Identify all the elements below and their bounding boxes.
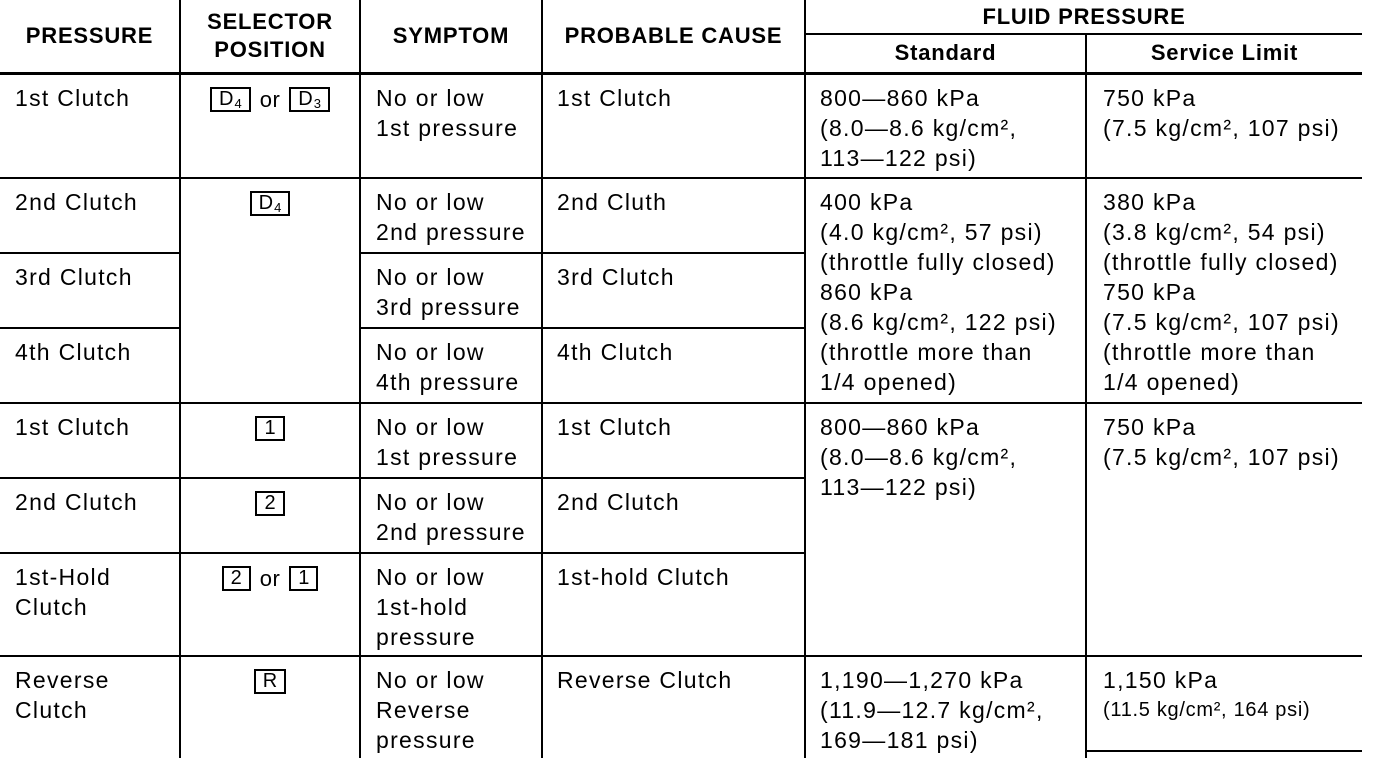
selector-key-d4 xyxy=(250,191,291,216)
standard-line: 860 kPa xyxy=(820,279,914,305)
table-row xyxy=(0,656,1362,758)
service-limit-line: 380 kPa xyxy=(1103,189,1197,215)
selector-key-1 xyxy=(255,416,284,441)
probable-cause-label: 4th Clutch xyxy=(557,339,674,365)
header-selector-position xyxy=(180,0,360,73)
probable-cause-cell xyxy=(542,328,805,403)
pressure-cell xyxy=(0,403,180,478)
standard-line: (4.0 kg/cm², 57 psi) xyxy=(820,219,1043,245)
service-limit-cell xyxy=(1086,178,1362,403)
symptom-line: No or low xyxy=(376,264,485,290)
pressure-label: Clutch xyxy=(15,594,88,620)
probable-cause-label: 2nd Clutch xyxy=(557,489,680,515)
probable-cause-cell xyxy=(542,656,805,758)
service-limit-line: 1/4 opened) xyxy=(1103,369,1241,395)
pressure-label: 1st Clutch xyxy=(15,84,131,111)
header-position-label: POSITION xyxy=(214,36,326,62)
key-letter: R xyxy=(262,670,278,693)
service-limit-cell xyxy=(1086,656,1362,758)
standard-line: 113—122 psi) xyxy=(820,474,978,500)
symptom-line: 1st-hold xyxy=(376,594,469,620)
standard-line: (11.9—12.7 kg/cm², xyxy=(820,697,1044,723)
selector-or: or xyxy=(259,566,281,592)
pressure-label: 1st-Hold xyxy=(15,564,112,590)
symptom-line: No or low xyxy=(376,189,485,215)
header-standard xyxy=(805,34,1086,73)
symptom-line: No or low xyxy=(376,84,485,111)
header-pressure xyxy=(0,0,180,73)
standard-line: 1/4 opened) xyxy=(820,369,958,395)
header-pressure-label: PRESSURE xyxy=(25,22,154,48)
standard-line: (8.0—8.6 kg/cm², xyxy=(820,444,1018,470)
key-subscript: 4 xyxy=(274,200,282,216)
service-limit-line: (3.8 kg/cm², 54 psi) xyxy=(1103,219,1326,245)
standard-line: 400 kPa xyxy=(820,189,914,215)
selector-key-1 xyxy=(289,566,318,591)
symptom-cell xyxy=(360,73,542,178)
symptom-line: 4th pressure xyxy=(376,369,520,395)
symptom-line: No or low xyxy=(376,339,485,365)
table-row xyxy=(0,403,1362,478)
standard-line: 800—860 kPa xyxy=(820,414,981,440)
key-letter: 2 xyxy=(230,567,242,590)
header-standard-label: Standard xyxy=(894,40,997,66)
bottom-rule xyxy=(1086,750,1362,752)
pressure-label: Clutch xyxy=(15,697,88,723)
key-letter: D xyxy=(298,87,313,110)
pressure-cell xyxy=(0,253,180,328)
probable-cause-label: 3rd Clutch xyxy=(557,264,675,290)
service-limit-line: (7.5 kg/cm², 107 psi) xyxy=(1103,309,1340,335)
standard-line: (throttle fully closed) xyxy=(820,249,1056,275)
standard-pressure-cell xyxy=(805,656,1086,758)
probable-cause-cell xyxy=(542,478,805,553)
service-limit-line: (throttle fully closed) xyxy=(1103,249,1339,275)
pressure-cell xyxy=(0,178,180,253)
standard-line: (throttle more than xyxy=(820,339,1033,365)
service-limit-line: (7.5 kg/cm², 107 psi) xyxy=(1103,444,1340,470)
pressure-cell xyxy=(0,478,180,553)
service-limit-line: 750 kPa xyxy=(1103,279,1197,305)
selector-position-cell xyxy=(180,478,360,553)
symptom-line: No or low xyxy=(376,489,485,515)
standard-line: 1,190—1,270 kPa xyxy=(820,667,1024,693)
service-limit-line: 1,150 kPa xyxy=(1103,667,1219,693)
header-symptom xyxy=(360,0,542,73)
pressure-cell xyxy=(0,553,180,656)
standard-line: 800—860 kPa xyxy=(820,84,981,111)
header-symptom-label: SYMPTOM xyxy=(392,22,510,48)
selector-key-2 xyxy=(222,566,251,591)
header-probable-cause-label: PROBABLE CAUSE xyxy=(564,22,783,48)
service-limit-line: (7.5 kg/cm², 107 psi) xyxy=(1103,114,1340,141)
key-letter: 1 xyxy=(264,417,276,440)
table-row xyxy=(0,178,1362,253)
header-row xyxy=(0,0,1362,34)
symptom-line: 2nd pressure xyxy=(376,219,526,245)
probable-cause-label: Reverse Clutch xyxy=(557,667,733,693)
standard-line: 113—122 psi) xyxy=(820,144,978,171)
symptom-cell xyxy=(360,403,542,478)
key-subscript: 3 xyxy=(313,95,321,111)
selector-position xyxy=(181,83,359,113)
selector-position xyxy=(181,562,359,592)
standard-line: (8.0—8.6 kg/cm², xyxy=(820,114,1018,141)
symptom-line: No or low xyxy=(376,414,485,440)
selector-position xyxy=(181,412,359,442)
symptom-line: No or low xyxy=(376,667,485,693)
selector-key-d3 xyxy=(289,87,330,112)
service-limit-line: (throttle more than xyxy=(1103,339,1316,365)
symptom-cell xyxy=(360,553,542,656)
pressure-cell xyxy=(0,73,180,178)
key-letter: D xyxy=(219,87,234,110)
standard-pressure-cell xyxy=(805,178,1086,403)
probable-cause-label: 1st-hold Clutch xyxy=(557,564,730,590)
probable-cause-cell xyxy=(542,403,805,478)
symptom-cell xyxy=(360,178,542,253)
pressure-label: 1st Clutch xyxy=(15,414,131,440)
selector-position xyxy=(181,487,359,517)
standard-line: 169—181 psi) xyxy=(820,727,979,753)
probable-cause-label: 1st Clutch xyxy=(557,84,673,111)
symptom-line: 1st pressure xyxy=(376,114,519,141)
symptom-cell xyxy=(360,328,542,403)
service-limit-line: (11.5 kg/cm², 164 psi) xyxy=(1103,699,1311,721)
standard-pressure-cell xyxy=(805,73,1086,178)
symptom-line: pressure xyxy=(376,624,476,650)
selector-position-cell xyxy=(180,178,360,403)
selector-key-2 xyxy=(255,491,284,516)
pressure-label: 3rd Clutch xyxy=(15,264,133,290)
pressure-label: 4th Clutch xyxy=(15,339,132,365)
pressure-label: 2nd Clutch xyxy=(15,189,138,215)
symptom-line: pressure xyxy=(376,727,476,753)
header-selector-label: SELECTOR xyxy=(207,8,333,34)
pressure-label: Reverse xyxy=(15,667,110,693)
key-letter: 1 xyxy=(298,567,310,590)
selector-position-cell xyxy=(180,403,360,478)
probable-cause-label: 1st Clutch xyxy=(557,414,673,440)
selector-position xyxy=(181,187,359,217)
header-probable-cause xyxy=(542,0,805,73)
pressure-label: 2nd Clutch xyxy=(15,489,138,515)
selector-position-cell xyxy=(180,553,360,656)
standard-pressure-cell xyxy=(805,403,1086,656)
probable-cause-cell xyxy=(542,73,805,178)
pressure-cell xyxy=(0,656,180,758)
standard-line: (8.6 kg/cm², 122 psi) xyxy=(820,309,1057,335)
probable-cause-label: 2nd Cluth xyxy=(557,189,668,215)
selector-position xyxy=(181,665,359,695)
selector-position-cell xyxy=(180,73,360,178)
service-limit-cell xyxy=(1086,403,1362,656)
selector-key-r xyxy=(254,669,286,694)
symptom-cell xyxy=(360,656,542,758)
probable-cause-cell xyxy=(542,553,805,656)
symptom-line: 2nd pressure xyxy=(376,519,526,545)
selector-or: or xyxy=(259,86,281,112)
pressure-cell xyxy=(0,328,180,403)
symptom-line: 3rd pressure xyxy=(376,294,521,320)
service-limit-line: 750 kPa xyxy=(1103,414,1197,440)
symptom-cell xyxy=(360,478,542,553)
header-fluid-pressure xyxy=(805,0,1362,34)
table-row xyxy=(0,73,1362,178)
symptom-cell xyxy=(360,253,542,328)
header-fluid-pressure-label: FLUID PRESSURE xyxy=(982,3,1186,29)
header-service-limit xyxy=(1086,34,1362,73)
header-service-limit-label: Service Limit xyxy=(1150,40,1299,66)
key-letter: 2 xyxy=(264,492,276,515)
key-letter: D xyxy=(258,192,274,215)
service-limit-line: 750 kPa xyxy=(1103,84,1197,111)
selector-position-cell xyxy=(180,656,360,758)
probable-cause-cell xyxy=(542,178,805,253)
symptom-line: Reverse xyxy=(376,697,471,723)
probable-cause-cell xyxy=(542,253,805,328)
service-limit-cell xyxy=(1086,73,1362,178)
symptom-line: No or low xyxy=(376,564,485,590)
selector-key-d4 xyxy=(210,87,251,112)
symptom-line: 1st pressure xyxy=(376,444,519,470)
key-subscript: 4 xyxy=(234,95,242,111)
